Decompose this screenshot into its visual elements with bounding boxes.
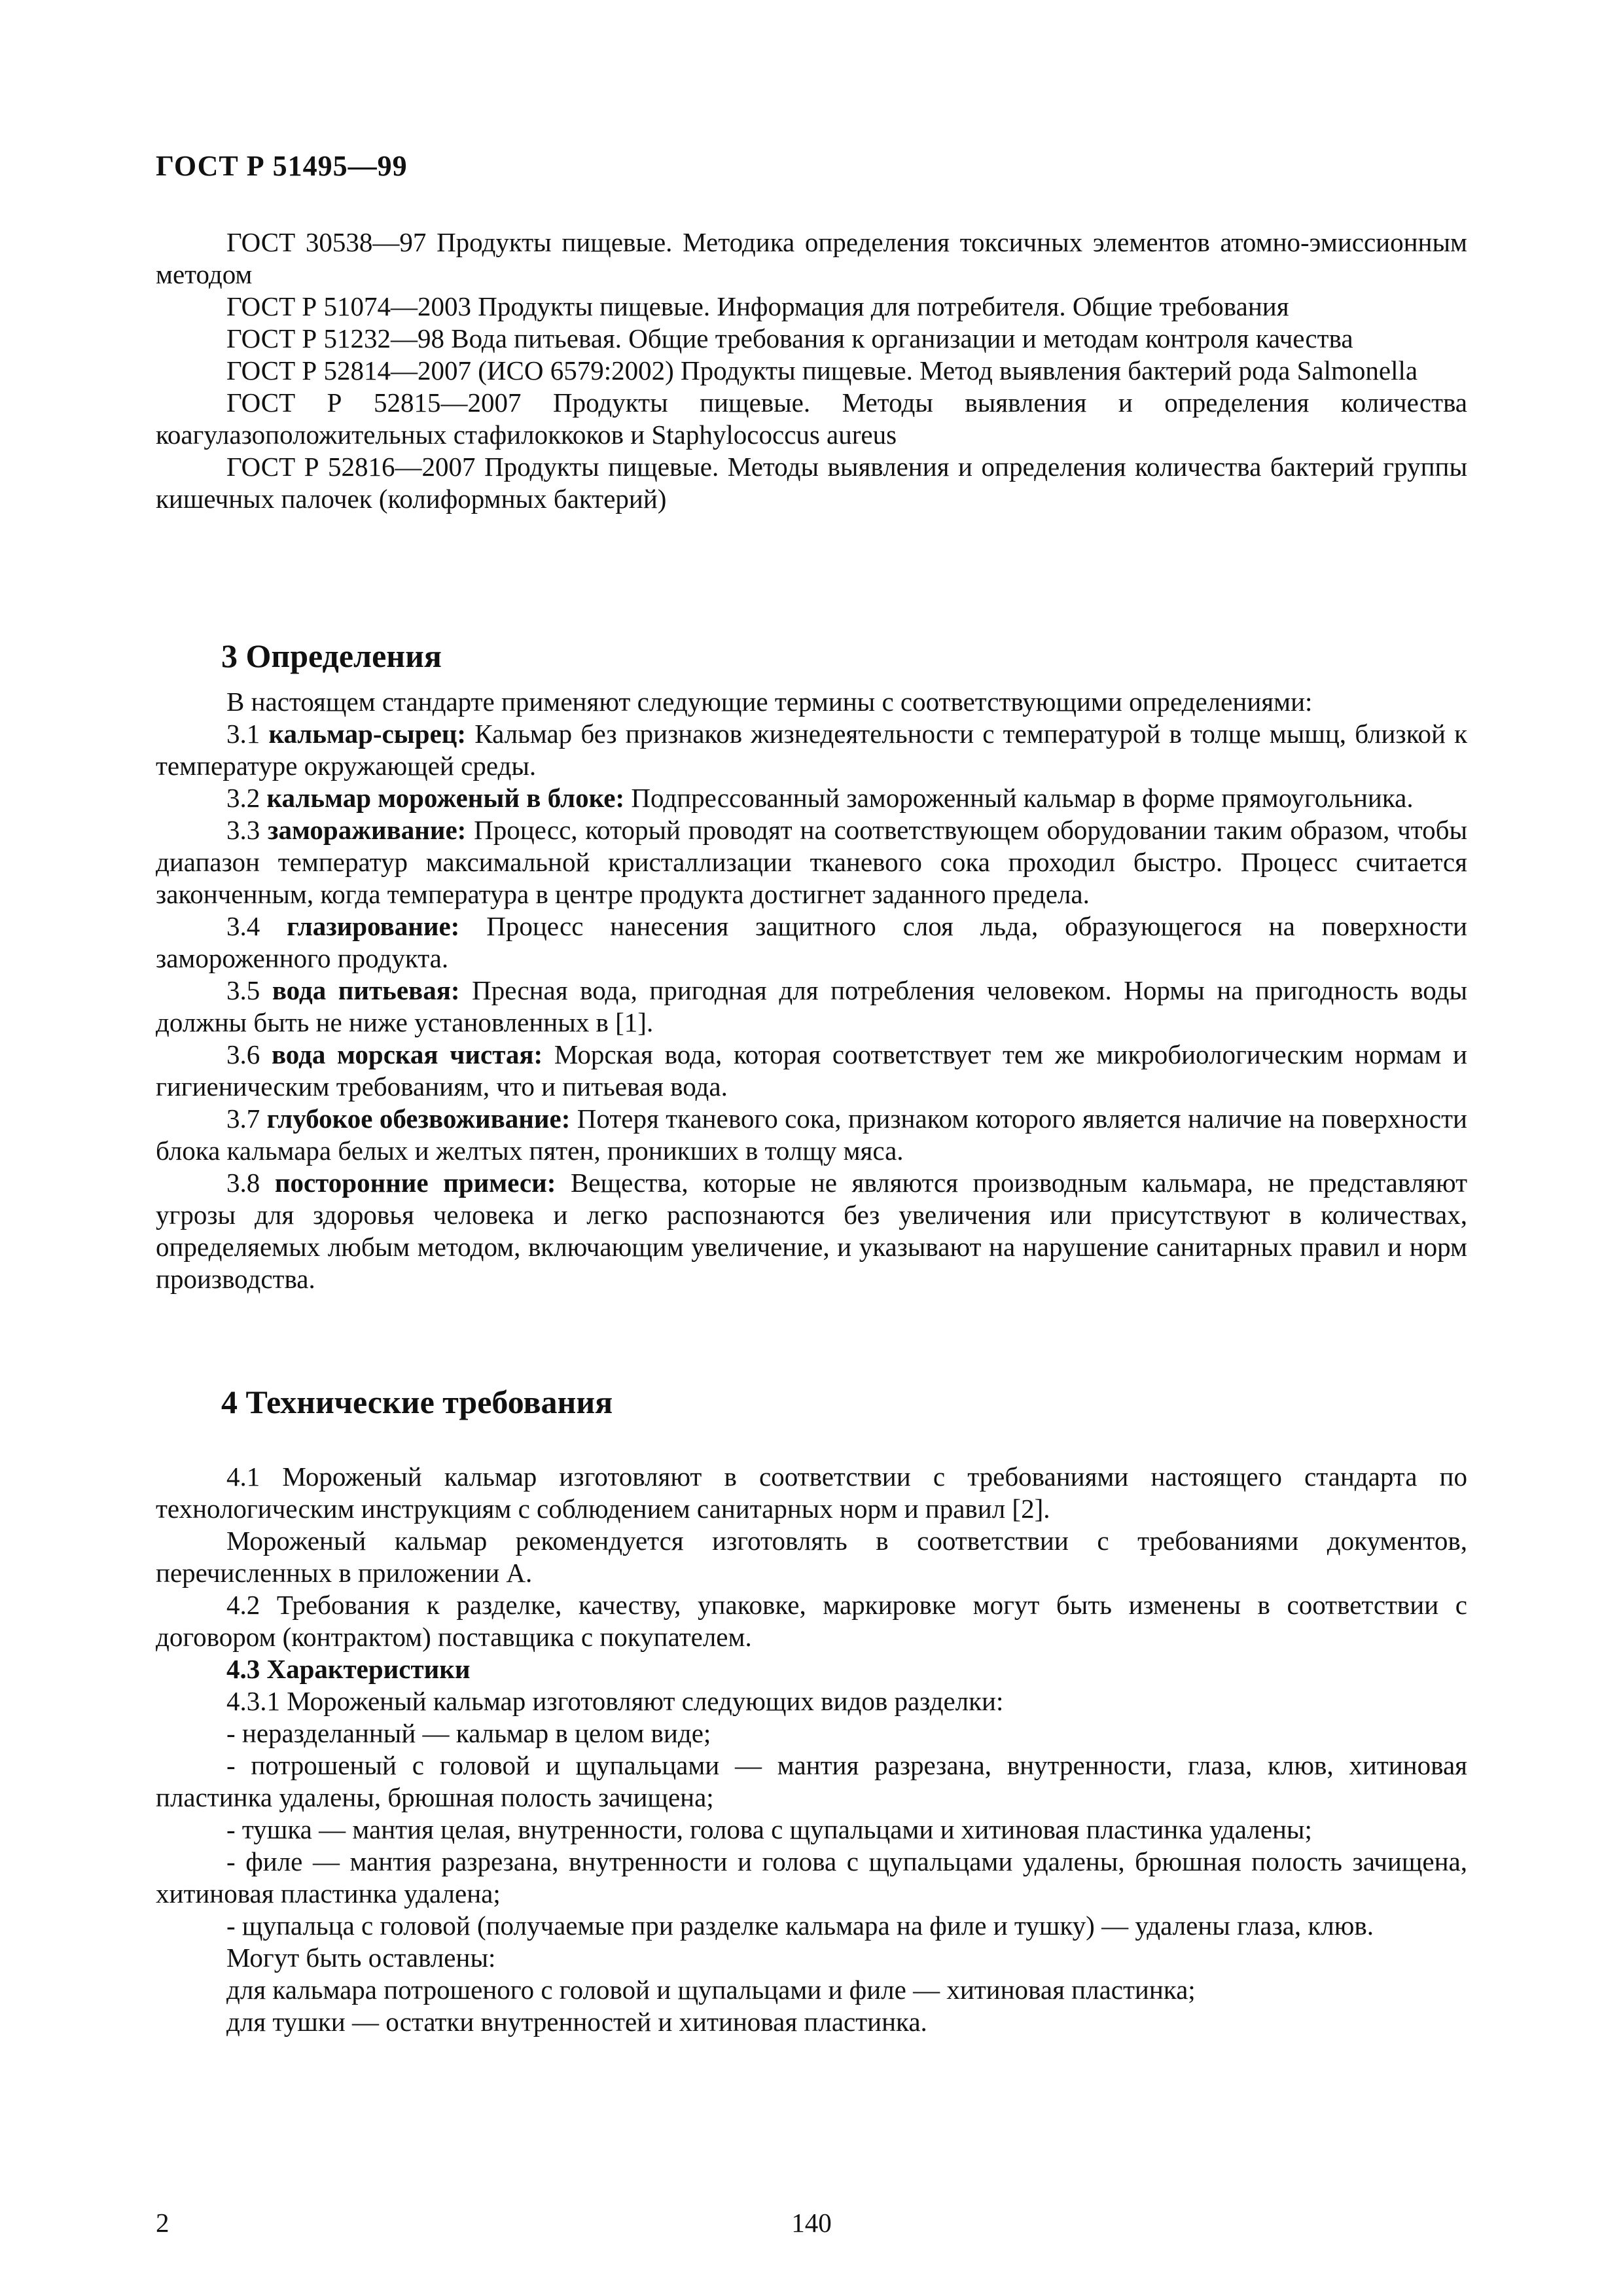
definition-item (156, 975, 1467, 1039)
definition-text: Пресная вода, пригодная для потребления человеком. Нормы на пригодность воды должны быть не ниже установленных в [1]. (156, 975, 1467, 1037)
definition-text: Подпрессованный замороженный кальмар в форме прямоугольника. (624, 783, 1414, 813)
definition-number: 3.1 (226, 719, 269, 749)
definition-item (156, 1039, 1467, 1103)
definition-term: глубокое обезвоживание: (266, 1103, 571, 1134)
section-technical-requirements (156, 1382, 1467, 2038)
definition-item (156, 782, 1467, 814)
list-item: для кальмара потрошеного с головой и щупальцами и филе — хитиновая пластинка; (226, 1975, 1196, 2005)
definition-term: замораживание: (268, 815, 467, 845)
definition-term: кальмар-сырец: (268, 719, 467, 749)
section-title: 4 Технические требования (221, 1384, 613, 1420)
list-item: - щупальца с головой (получаемые при разделке кальмара на филе и тушку) — удалены глаза, клюв. (226, 1910, 1374, 1941)
reference-item: ГОСТ Р 51074—2003 Продукты пищевые. Информация для потребителя. Общие требования (226, 291, 1289, 321)
reference-item: ГОСТ Р 51232—98 Вода питьевая. Общие требования к организации и методам контроля качества (226, 323, 1353, 353)
list-item: - филе — мантия разрезана, внутренности и голова с щупальцами удалены, брюшная полость зачищена, хитиновая пластинка удалена; (156, 1846, 1467, 1909)
definition-term: вода морская чистая: (271, 1039, 543, 1069)
definition-term: посторонние примеси: (274, 1168, 556, 1198)
reference-item: ГОСТ Р 52816—2007 Продукты пищевые. Методы выявления и определения количества бактерий группы кишечных палочек (колиформных бактерий) (156, 452, 1467, 514)
section-intro: В настоящем стандарте применяют следующие термины с соответствующими определениями: (226, 687, 1313, 717)
definition-number: 3.4 (226, 911, 287, 941)
reference-item: ГОСТ Р 52815—2007 Продукты пищевые. Методы выявления и определения количества коагулазоположительных стафилоккоков и Staphylococcus aureus (156, 387, 1467, 450)
paragraph-4-2: 4.2 Требования к разделке, качеству, упаковке, маркировке могут быть изменены в соответствии с договором (контрактом) поставщика с покупателем. (156, 1590, 1467, 1652)
definition-number: 3.3 (226, 815, 268, 845)
references-list (156, 226, 1467, 515)
paragraph-4-1-b: Мороженый кальмар рекомендуется изготовлять в соответствии с требованиями документов, перечисленных в приложении А. (156, 1526, 1467, 1588)
definition-text: Вещества, которые не являются производным кальмара, не представляют угрозы для здоровья человека и легко распознаются без увеличения или присутствуют в количествах, определяемых любым методом, включающим увеличение, и указывают на нарушение санитарных правил и норм производства. (156, 1168, 1468, 1294)
definition-item (156, 814, 1467, 910)
definition-item (156, 1167, 1467, 1295)
section-title: 3 Определения (221, 637, 442, 674)
definition-term: глазирование: (287, 911, 460, 941)
page-number-left: 2 (156, 2208, 169, 2238)
definition-text: Процесс нанесения защитного слоя льда, образующегося на поверхности замороженного продукта. (156, 911, 1467, 973)
definition-text: Морская вода, которая соответствует тем же микробиологическим нормам и гигиеническим требованиям, что и питьевая вода. (156, 1039, 1467, 1102)
may-be-left: Могут быть оставлены: (226, 1943, 496, 1973)
subsection-title: 4.3 Характеристики (226, 1654, 471, 1684)
reference-item: ГОСТ Р 52814—2007 (ИСО 6579:2002) Продукты пищевые. Метод выявления бактерий рода Salmonella (226, 355, 1418, 386)
list-item: - неразделанный — кальмар в целом виде; (226, 1718, 711, 1748)
definition-number: 3.6 (226, 1039, 272, 1069)
definition-number: 3.5 (226, 975, 272, 1005)
reference-item: ГОСТ 30538—97 Продукты пищевые. Методика определения токсичных элементов атомно-эмиссионным методом (156, 227, 1467, 289)
page-number-center: 140 (791, 2208, 832, 2238)
definition-number: 3.8 (226, 1168, 275, 1198)
definition-text: Кальмар без признаков жизнедеятельности с температурой в толще мышц, близкой к температуре окружающей среды. (156, 719, 1468, 781)
list-item: - потрошеный с головой и щупальцами — мантия разрезана, внутренности, глаза, клюв, хитиновая пластинка удалены, брюшная полость зачищена; (156, 1750, 1467, 1812)
list-item: для тушки — остатки внутренностей и хитиновая пластинка. (226, 2007, 927, 2037)
definition-item (156, 718, 1467, 782)
paragraph-4-3-1: 4.3.1 Мороженый кальмар изготовляют следующих видов разделки: (226, 1686, 1004, 1716)
document-header: ГОСТ Р 51495—99 (156, 150, 408, 182)
list-item: - тушка — мантия целая, внутренности, голова с щупальцами и хитиновая пластинка удалены; (226, 1814, 1312, 1844)
section-definitions (156, 636, 1467, 1295)
definition-term: вода питьевая: (272, 975, 460, 1005)
definition-item (156, 910, 1467, 975)
definition-number: 3.7 (226, 1103, 267, 1134)
definition-text: Процесс, который проводят на соответствующем оборудовании таким образом, чтобы диапазон температур максимальной кристаллизации тканевого сока проходил быстро. Процесс считается законченным, когда температура в центре продукта достигнет заданного предела. (156, 815, 1468, 909)
definition-text: Потеря тканевого сока, признаком которого является наличие на поверхности блока кальмара белых и желтых пятен, проникших в толщу мяса. (156, 1103, 1467, 1166)
definition-item (156, 1103, 1467, 1167)
definition-number: 3.2 (226, 783, 267, 813)
definition-term: кальмар мороженый в блоке: (266, 783, 625, 813)
terms-list (156, 718, 1467, 1295)
paragraph-4-1: 4.1 Мороженый кальмар изготовляют в соответствии с требованиями настоящего стандарта по технологическим инструкциям с соблюдением санитарных норм и правил [2]. (156, 1462, 1467, 1524)
